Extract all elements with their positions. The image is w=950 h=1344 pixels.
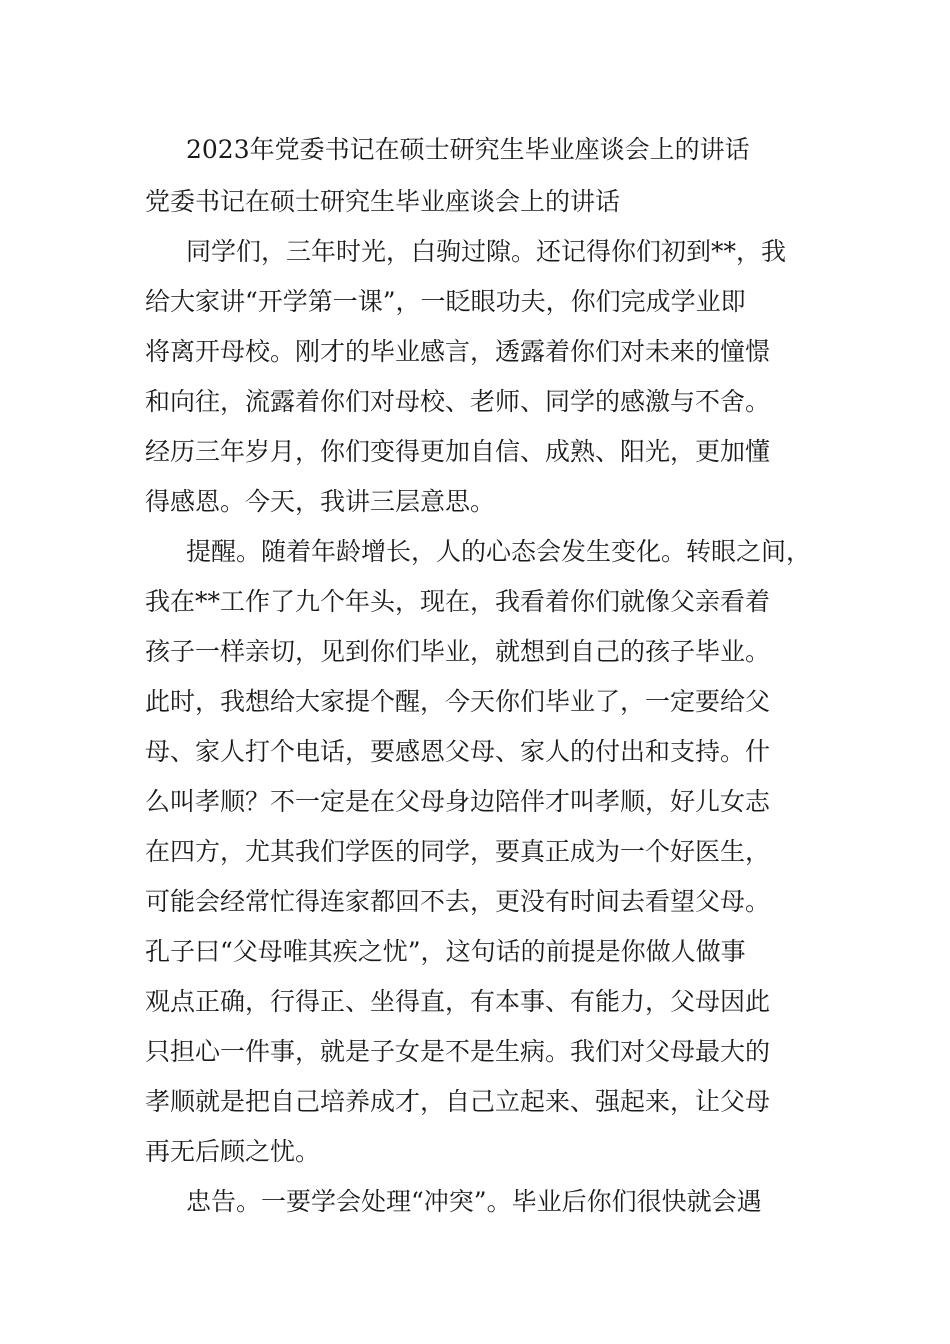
paragraph-1-line-4: 和向往，流露着你们对母校、老师、同学的感激与不舍。 — [145, 387, 771, 416]
paragraph-2-line-2: 我在**工作了九个年头，现在，我看着你们就像父亲看着 — [145, 587, 771, 616]
paragraph-2-line-11: 只担心一件事，就是子女是不是生病。我们对父母最大的 — [145, 1037, 771, 1066]
paragraph-1-line-1: 同学们，三年时光，白驹过隙。还记得你们初到**，我 — [186, 237, 787, 266]
document-title: 2023年党委书记在硕士研究生毕业座谈会上的讲话 — [186, 135, 750, 164]
paragraph-1-line-5: 经历三年岁月，你们变得更加自信、成熟、阳光，更加懂 — [145, 437, 771, 466]
paragraph-2-line-9: 孔子曰“父母唯其疾之忧”，这句话的前提是你做人做事 — [145, 937, 746, 966]
document-subtitle: 党委书记在硕士研究生毕业座谈会上的讲话 — [145, 187, 621, 216]
paragraph-2-line-7: 在四方，尤其我们学医的同学，要真正成为一个好医生， — [145, 837, 771, 866]
paragraph-2-line-1: 提醒。随着年龄增长，人的心态会发生变化。转眼之间， — [186, 537, 812, 566]
paragraph-2-line-13: 再无后顾之忧。 — [145, 1137, 321, 1166]
paragraph-2-line-5: 母、家人打个电话，要感恩父母、家人的付出和支持。什 — [145, 737, 771, 766]
paragraph-1-line-2: 给大家讲“开学第一课”，一眨眼功夫，你们完成学业即 — [145, 287, 746, 316]
paragraph-3-line-1: 忠告。一要学会处理“冲突”。毕业后你们很快就会遇 — [186, 1187, 762, 1216]
paragraph-2-line-3: 孩子一样亲切，见到你们毕业，就想到自己的孩子毕业。 — [145, 637, 771, 666]
paragraph-2-line-4: 此时，我想给大家提个醒，今天你们毕业了，一定要给父 — [145, 687, 771, 716]
paragraph-2-line-8: 可能会经常忙得连家都回不去，更没有时间去看望父母。 — [145, 887, 771, 916]
paragraph-2-line-10: 观点正确，行得正、坐得直，有本事、有能力，父母因此 — [145, 987, 771, 1016]
paragraph-1-line-3: 将离开母校。刚才的毕业感言，透露着你们对未来的憧憬 — [145, 337, 771, 366]
paragraph-2-line-6: 么叫孝顺？不一定是在父母身边陪伴才叫孝顺，好儿女志 — [145, 787, 771, 816]
paragraph-1-line-6: 得感恩。今天，我讲三层意思。 — [145, 487, 496, 516]
paragraph-2-line-12: 孝顺就是把自己培养成才，自己立起来、强起来，让父母 — [145, 1087, 771, 1116]
